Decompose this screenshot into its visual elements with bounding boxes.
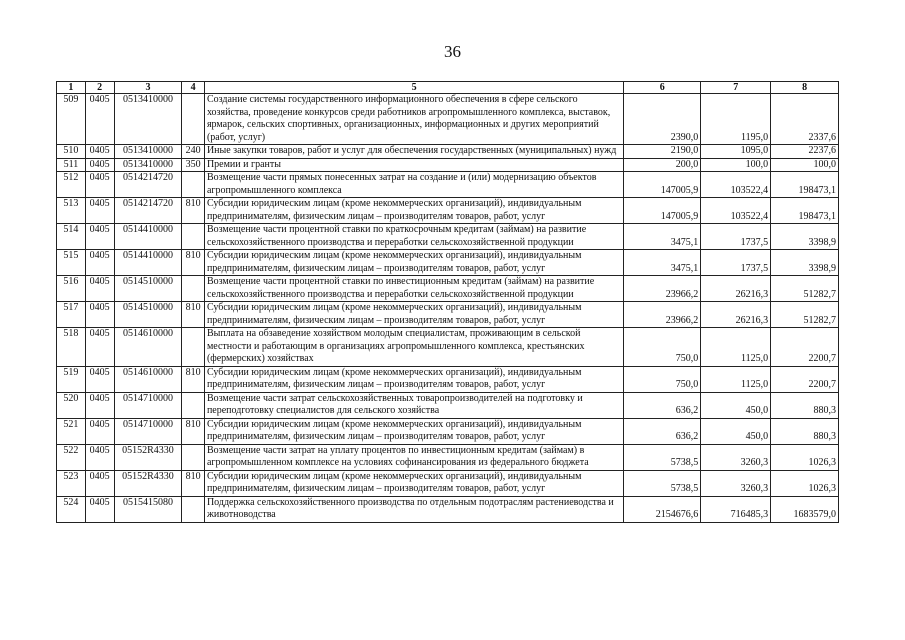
amount-col8-cell: 2337,6 — [771, 94, 839, 145]
amount-col7-cell: 26216,3 — [701, 276, 771, 302]
table-row — [57, 158, 839, 172]
amount-col6-cell: 23966,2 — [624, 302, 701, 328]
amount-col7-cell: 450,0 — [701, 418, 771, 444]
amount-col8-cell: 2200,7 — [771, 328, 839, 367]
table-row — [57, 276, 839, 302]
amount-col6-cell: 3475,1 — [624, 224, 701, 250]
target-code-cell: 05152R4330 — [114, 470, 182, 496]
section-code-cell: 0405 — [85, 94, 114, 145]
table-row — [57, 250, 839, 276]
target-code-cell: 0514710000 — [114, 418, 182, 444]
header-col-8: 8 — [771, 82, 839, 94]
row-number-cell: 517 — [57, 302, 86, 328]
expense-kind-cell — [182, 444, 205, 470]
amount-col7-cell: 1125,0 — [701, 366, 771, 392]
amount-col6-cell: 2154676,6 — [624, 496, 701, 522]
target-code-cell: 0514510000 — [114, 276, 182, 302]
amount-col8-cell: 51282,7 — [771, 276, 839, 302]
budget-table — [56, 81, 839, 523]
amount-col6-cell: 5738,5 — [624, 470, 701, 496]
header-col-3: 3 — [114, 82, 182, 94]
target-code-cell: 0514510000 — [114, 302, 182, 328]
target-code-cell: 0513410000 — [114, 158, 182, 172]
section-code-cell: 0405 — [85, 145, 114, 159]
description-cell: Возмещение части прямых понесенных затрат на создание и (или) модернизацию объектов агропромышленного комплекса — [204, 172, 623, 198]
header-col-6: 6 — [624, 82, 701, 94]
amount-col6-cell: 3475,1 — [624, 250, 701, 276]
table-row — [57, 302, 839, 328]
expense-kind-cell: 240 — [182, 145, 205, 159]
description-cell: Возмещение части затрат сельскохозяйственных товаропроизводителей на подготовку и переподготовку специалистов для сельского хозяйства — [204, 392, 623, 418]
amount-col7-cell: 716485,3 — [701, 496, 771, 522]
section-code-cell: 0405 — [85, 224, 114, 250]
section-code-cell: 0405 — [85, 276, 114, 302]
target-code-cell: 0515415080 — [114, 496, 182, 522]
header-col-1: 1 — [57, 82, 86, 94]
amount-col6-cell: 636,2 — [624, 392, 701, 418]
expense-kind-cell — [182, 172, 205, 198]
header-col-7: 7 — [701, 82, 771, 94]
amount-col7-cell: 103522,4 — [701, 198, 771, 224]
amount-col7-cell: 26216,3 — [701, 302, 771, 328]
amount-col8-cell: 51282,7 — [771, 302, 839, 328]
row-number-cell: 514 — [57, 224, 86, 250]
amount-col7-cell: 1737,5 — [701, 250, 771, 276]
row-number-cell: 512 — [57, 172, 86, 198]
expense-kind-cell — [182, 224, 205, 250]
expense-kind-cell — [182, 392, 205, 418]
amount-col6-cell: 200,0 — [624, 158, 701, 172]
amount-col6-cell: 147005,9 — [624, 198, 701, 224]
section-code-cell: 0405 — [85, 328, 114, 367]
target-code-cell: 0514610000 — [114, 328, 182, 367]
table-row — [57, 470, 839, 496]
amount-col6-cell: 5738,5 — [624, 444, 701, 470]
target-code-cell: 0513410000 — [114, 94, 182, 145]
amount-col8-cell: 198473,1 — [771, 198, 839, 224]
table-row — [57, 198, 839, 224]
amount-col8-cell: 100,0 — [771, 158, 839, 172]
amount-col8-cell: 2200,7 — [771, 366, 839, 392]
amount-col6-cell: 750,0 — [624, 366, 701, 392]
target-code-cell: 05152R4330 — [114, 444, 182, 470]
description-cell: Возмещение части процентной ставки по краткосрочным кредитам (займам) на развитие сельскохозяйственного производства и переработки сельскохозяйственной продукции — [204, 224, 623, 250]
description-cell: Поддержка сельскохозяйственного производства по отдельным подотраслям растениеводства и животноводства — [204, 496, 623, 522]
table-row — [57, 392, 839, 418]
amount-col6-cell: 2390,0 — [624, 94, 701, 145]
section-code-cell: 0405 — [85, 496, 114, 522]
description-cell: Выплата на обзаведение хозяйством молодым специалистам, проживающим в сельской местности и работающим в организациях агропромышленного комплекса, крестьянских (фермерских) хозяйствах — [204, 328, 623, 367]
table-row — [57, 366, 839, 392]
table-row — [57, 224, 839, 250]
amount-col7-cell: 1095,0 — [701, 145, 771, 159]
section-code-cell: 0405 — [85, 366, 114, 392]
amount-col7-cell: 3260,3 — [701, 444, 771, 470]
amount-col8-cell: 880,3 — [771, 418, 839, 444]
amount-col8-cell: 1026,3 — [771, 470, 839, 496]
table-row — [57, 172, 839, 198]
row-number-cell: 515 — [57, 250, 86, 276]
expense-kind-cell — [182, 276, 205, 302]
amount-col8-cell: 3398,9 — [771, 224, 839, 250]
row-number-cell: 520 — [57, 392, 86, 418]
description-cell: Иные закупки товаров, работ и услуг для обеспечения государственных (муниципальных) нужд — [204, 145, 623, 159]
amount-col8-cell: 3398,9 — [771, 250, 839, 276]
table-row — [57, 94, 839, 145]
table-row — [57, 418, 839, 444]
section-code-cell: 0405 — [85, 470, 114, 496]
target-code-cell: 0514214720 — [114, 172, 182, 198]
page-number: 36 — [444, 42, 461, 61]
amount-col8-cell: 880,3 — [771, 392, 839, 418]
expense-kind-cell: 810 — [182, 250, 205, 276]
expense-kind-cell: 810 — [182, 418, 205, 444]
amount-col8-cell: 1026,3 — [771, 444, 839, 470]
amount-col7-cell: 3260,3 — [701, 470, 771, 496]
section-code-cell: 0405 — [85, 158, 114, 172]
table-body — [57, 94, 839, 523]
expense-kind-cell: 810 — [182, 470, 205, 496]
header-col-5: 5 — [204, 82, 623, 94]
expense-kind-cell: 810 — [182, 366, 205, 392]
table-row — [57, 145, 839, 159]
amount-col8-cell: 198473,1 — [771, 172, 839, 198]
amount-col6-cell: 636,2 — [624, 418, 701, 444]
amount-col7-cell: 103522,4 — [701, 172, 771, 198]
amount-col7-cell: 1195,0 — [701, 94, 771, 145]
amount-col7-cell: 1125,0 — [701, 328, 771, 367]
description-cell: Субсидии юридическим лицам (кроме некоммерческих организаций), индивидуальным предпринимателям, физическим лицам – производителям товаров, работ, услуг — [204, 366, 623, 392]
expense-kind-cell: 810 — [182, 198, 205, 224]
description-cell: Субсидии юридическим лицам (кроме некоммерческих организаций), индивидуальным предпринимателям, физическим лицам – производителям товаров, работ, услуг — [204, 198, 623, 224]
expense-kind-cell: 350 — [182, 158, 205, 172]
row-number-cell: 513 — [57, 198, 86, 224]
row-number-cell: 524 — [57, 496, 86, 522]
row-number-cell: 522 — [57, 444, 86, 470]
amount-col7-cell: 100,0 — [701, 158, 771, 172]
amount-col8-cell: 2237,6 — [771, 145, 839, 159]
row-number-cell: 509 — [57, 94, 86, 145]
description-cell: Создание системы государственного информационного обеспечения в сфере сельского хозяйства, проведение конкурсов среди работников агропромышленного комплекса, выставок, ярмарок, сельских спортивных, организационных, информационных и других мероприятий (работ, услуг) — [204, 94, 623, 145]
amount-col8-cell: 1683579,0 — [771, 496, 839, 522]
description-cell: Субсидии юридическим лицам (кроме некоммерческих организаций), индивидуальным предпринимателям, физическим лицам – производителям товаров, работ, услуг — [204, 302, 623, 328]
row-number-cell: 518 — [57, 328, 86, 367]
amount-col7-cell: 450,0 — [701, 392, 771, 418]
row-number-cell: 516 — [57, 276, 86, 302]
header-row — [57, 82, 839, 94]
section-code-cell: 0405 — [85, 418, 114, 444]
description-cell: Возмещение части затрат на уплату процентов по инвестиционным кредитам (займам) в агропромышленном комплексе на условиях софинансирования из федерального бюджета — [204, 444, 623, 470]
row-number-cell: 521 — [57, 418, 86, 444]
description-cell: Возмещение части процентной ставки по инвестиционным кредитам (займам) на развитие сельскохозяйственного производства и переработки сельскохозяйственной продукции — [204, 276, 623, 302]
amount-col6-cell: 147005,9 — [624, 172, 701, 198]
section-code-cell: 0405 — [85, 444, 114, 470]
table-row — [57, 496, 839, 522]
amount-col6-cell: 2190,0 — [624, 145, 701, 159]
expense-kind-cell: 810 — [182, 302, 205, 328]
row-number-cell: 510 — [57, 145, 86, 159]
section-code-cell: 0405 — [85, 198, 114, 224]
expense-kind-cell — [182, 94, 205, 145]
target-code-cell: 0514710000 — [114, 392, 182, 418]
row-number-cell: 511 — [57, 158, 86, 172]
description-cell: Премии и гранты — [204, 158, 623, 172]
expense-kind-cell — [182, 496, 205, 522]
row-number-cell: 519 — [57, 366, 86, 392]
amount-col6-cell: 23966,2 — [624, 276, 701, 302]
section-code-cell: 0405 — [85, 302, 114, 328]
target-code-cell: 0514610000 — [114, 366, 182, 392]
header-col-4: 4 — [182, 82, 205, 94]
section-code-cell: 0405 — [85, 250, 114, 276]
section-code-cell: 0405 — [85, 392, 114, 418]
description-cell: Субсидии юридическим лицам (кроме некоммерческих организаций), индивидуальным предпринимателям, физическим лицам – производителям товаров, работ, услуг — [204, 470, 623, 496]
row-number-cell: 523 — [57, 470, 86, 496]
target-code-cell: 0514410000 — [114, 224, 182, 250]
table-row — [57, 444, 839, 470]
description-cell: Субсидии юридическим лицам (кроме некоммерческих организаций), индивидуальным предпринимателям, физическим лицам – производителям товаров, работ, услуг — [204, 418, 623, 444]
description-cell: Субсидии юридическим лицам (кроме некоммерческих организаций), индивидуальным предпринимателям, физическим лицам – производителям товаров, работ, услуг — [204, 250, 623, 276]
target-code-cell: 0513410000 — [114, 145, 182, 159]
header-col-2: 2 — [85, 82, 114, 94]
table-row — [57, 328, 839, 367]
target-code-cell: 0514214720 — [114, 198, 182, 224]
expense-kind-cell — [182, 328, 205, 367]
amount-col6-cell: 750,0 — [624, 328, 701, 367]
section-code-cell: 0405 — [85, 172, 114, 198]
amount-col7-cell: 1737,5 — [701, 224, 771, 250]
target-code-cell: 0514410000 — [114, 250, 182, 276]
